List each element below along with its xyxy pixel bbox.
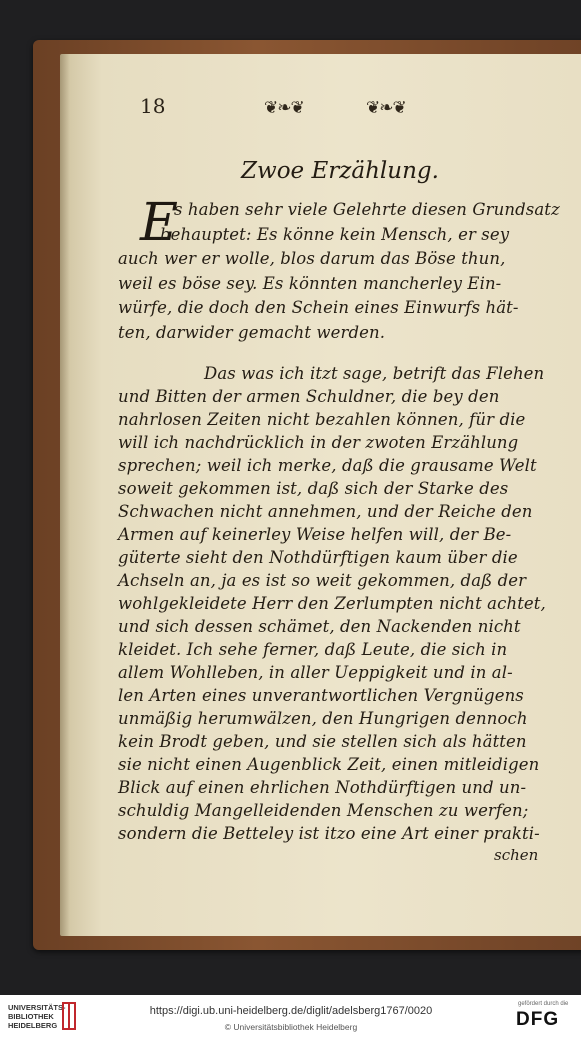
text-line: schuldig Mangelleidenden Menschen zu werfen; xyxy=(118,801,529,820)
footer-bar xyxy=(0,995,581,1039)
text-line: güterte sieht den Nothdürftigen kaum über die xyxy=(118,548,518,567)
header-ornament-left: ❦❧❦ xyxy=(264,98,304,118)
text-line: nahrlosen Zeiten nicht bezahlen können, für die xyxy=(118,410,526,429)
text-line: sprechen; weil ich merke, daß die grausame Welt xyxy=(118,456,537,475)
text-line: allem Wohlleben, in aller Ueppigkeit und in al- xyxy=(118,663,513,682)
page-header xyxy=(140,94,440,122)
library-name-line3: HEIDELBERG xyxy=(8,1021,58,1030)
library-emblem-icon xyxy=(62,1001,76,1031)
text-line: kein Brodt geben, und sie stellen sich als hätten xyxy=(118,732,527,751)
text-line: soweit gekommen ist, daß sich der Starke des xyxy=(118,479,509,498)
text-line: behauptet: Es könne kein Mensch, er sey xyxy=(160,224,510,244)
text-line: unmäßig herumwälzen, den Hungrigen dennoch xyxy=(118,709,528,728)
catchword: schen xyxy=(494,846,539,864)
text-line: s haben sehr viele Gelehrte diesen Grundsatz xyxy=(174,200,560,219)
header-ornament-right: ❦❧❦ xyxy=(366,98,406,118)
dfg-logo[interactable]: DFG xyxy=(516,1009,560,1030)
text-line: und sich dessen schämet, den Nackenden nicht xyxy=(118,617,521,636)
text-line: will ich nachdrücklich in der zwoten Erzählung xyxy=(118,433,519,452)
text-line: würfe, die doch den Schein eines Einwurfs hät- xyxy=(118,298,519,317)
text-line: ten, darwider gemacht werden. xyxy=(118,322,386,342)
text-line: sondern die Betteley ist itzo eine Art einer prakti- xyxy=(118,824,540,843)
library-logo[interactable] xyxy=(8,1003,66,1030)
text-line: weil es böse sey. Es könnten mancherley Ein- xyxy=(118,273,502,293)
library-name-line2: BIBLIOTHEK xyxy=(8,1012,54,1021)
text-line: wohlgekleidete Herr den Zerlumpten nicht achtet, xyxy=(118,594,546,613)
drop-cap: E xyxy=(140,193,178,253)
text-line: Das was ich itzt sage, betrift das Flehen xyxy=(204,364,545,383)
text-line: Schwachen nicht annehmen, und der Reiche den xyxy=(118,502,533,521)
text-line: Achseln an, ja es ist so weit gekommen, daß der xyxy=(118,571,527,590)
text-line: und Bitten der armen Schuldner, die bey den xyxy=(118,387,500,406)
library-name-line1: UNIVERSITÄTS- xyxy=(8,1003,66,1012)
text-line: auch wer er wolle, blos darum das Böse thun, xyxy=(118,249,506,268)
chapter-title: Zwoe Erzählung. xyxy=(241,158,439,184)
text-line: Blick auf einen ehrlichen Nothdürftigen und un- xyxy=(118,778,527,797)
text-line: sie nicht einen Augenblick Zeit, einen mitleidigen xyxy=(118,755,540,774)
funded-by-label: gefördert durch die xyxy=(518,1001,569,1007)
text-line: len Arten eines unverantwortlichen Vergnügens xyxy=(118,686,524,705)
page-gutter-shadow xyxy=(60,54,70,936)
page-number: 18 xyxy=(140,94,166,118)
page-url-link[interactable]: https://digi.ub.uni-heidelberg.de/diglit/adelsberg1767/0020 xyxy=(149,1005,433,1017)
copyright-notice: © Universitätsbibliothek Heidelberg xyxy=(224,1022,358,1032)
text-line: Armen auf keinerley Weise helfen will, der Be- xyxy=(118,525,512,544)
text-line: kleidet. Ich sehe ferner, daß Leute, die sich in xyxy=(118,640,508,659)
